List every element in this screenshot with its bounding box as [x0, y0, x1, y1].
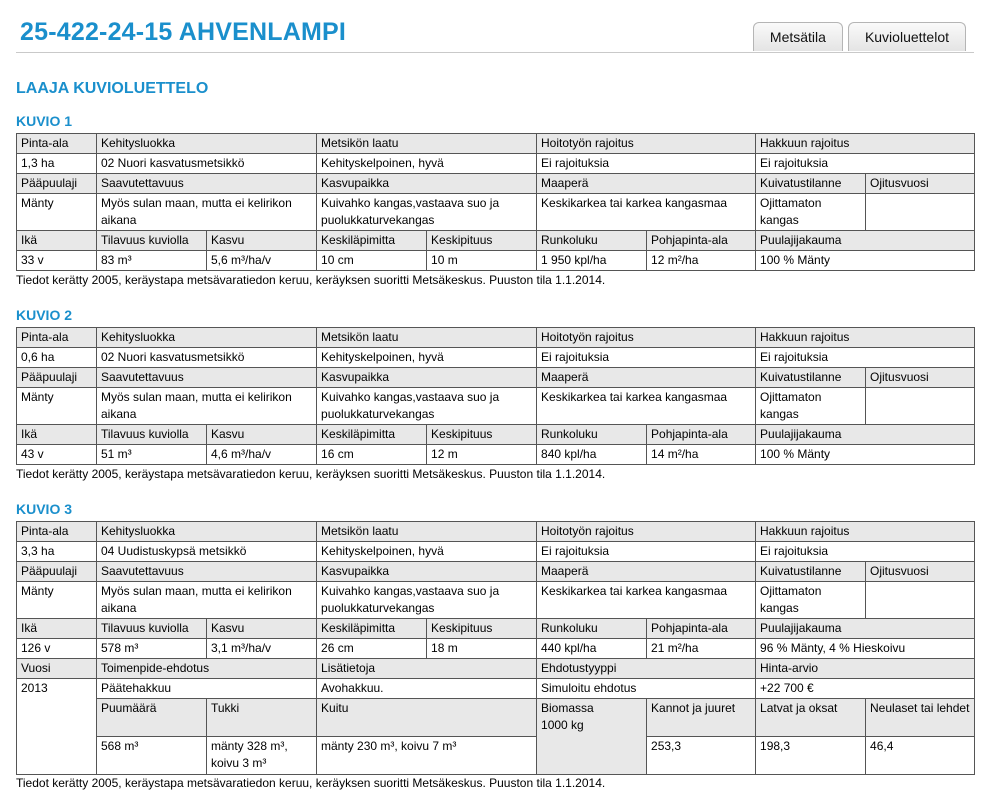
label-saavutettavuus: Saavutettavuus [97, 368, 317, 388]
value-keskipituus: 18 m [427, 639, 537, 659]
label-kehitysluokka: Kehitysluokka [97, 328, 317, 348]
label-ojitusvuosi: Ojitusvuosi [866, 562, 975, 582]
label-tilavuus: Tilavuus kuviolla [97, 619, 207, 639]
value-hinta-arvio: +22 700 € [756, 679, 975, 699]
value-maapera: Keskikarkea tai karkea kangasmaa [537, 582, 756, 619]
label-runkoluku: Runkoluku [537, 619, 647, 639]
value-kasvupaikka: Kuivahko kangas,vastaava suo ja puolukkaturvekangas [317, 582, 537, 619]
kuvio-1-note: Tiedot kerätty 2005, keräystapa metsävaratiedon keruu, keräyksen suoritti Metsäkeskus. Puuston tila 1.1.2014. [16, 273, 606, 287]
value-tukki: mänty 328 m³, koivu 3 m³ [207, 737, 317, 775]
value-runkoluku: 840 kpl/ha [537, 445, 647, 465]
label-kasvupaikka: Kasvupaikka [317, 368, 537, 388]
value-paapuulaji: Mänty [17, 582, 97, 619]
value-puulajijakauma: 96 % Mänty, 4 % Hieskoivu [756, 639, 975, 659]
value-kehitysluokka: 02 Nuori kasvatusmetsikkö [97, 348, 317, 368]
label-saavutettavuus: Saavutettavuus [97, 174, 317, 194]
label-hinta-arvio: Hinta-arvio [756, 659, 975, 679]
tab-bar [753, 22, 966, 51]
label-kehitysluokka: Kehitysluokka [97, 522, 317, 542]
value-tilavuus: 83 m³ [97, 251, 207, 271]
label-keskilapimitta: Keskiläpimitta [317, 619, 427, 639]
value-pinta-ala: 1,3 ha [17, 154, 97, 174]
label-hoitotyon-rajoitus: Hoitotyön rajoitus [537, 328, 756, 348]
page-header [16, 0, 974, 53]
value-kuivatustilanne: Ojittamaton kangas [756, 194, 866, 231]
value-lisatietoja: Avohakkuu. [317, 679, 537, 699]
label-kehitysluokka: Kehitysluokka [97, 134, 317, 154]
value-metsikon-laatu: Kehityskelpoinen, hyvä [317, 348, 537, 368]
label-pinta-ala: Pinta-ala [17, 522, 97, 542]
value-kasvu: 5,6 m³/ha/v [207, 251, 317, 271]
label-puumaara: Puumäärä [97, 699, 207, 737]
value-pinta-ala: 0,6 ha [17, 348, 97, 368]
value-puulajijakauma: 100 % Mänty [756, 251, 975, 271]
value-pohjapinta-ala: 14 m²/ha [647, 445, 756, 465]
label-pohjapinta-ala: Pohjapinta-ala [647, 231, 756, 251]
section-title: LAAJA KUVIOLUETTELO [16, 80, 209, 97]
label-kasvu: Kasvu [207, 231, 317, 251]
label-keskipituus: Keskipituus [427, 231, 537, 251]
label-metsikon-laatu: Metsikön laatu [317, 134, 537, 154]
value-kuitu: mänty 230 m³, koivu 7 m³ [317, 737, 537, 775]
value-ika: 43 v [17, 445, 97, 465]
value-ojitusvuosi [866, 582, 975, 619]
label-kasvu: Kasvu [207, 619, 317, 639]
value-kuivatustilanne: Ojittamaton kangas [756, 388, 866, 425]
value-maapera: Keskikarkea tai karkea kangasmaa [537, 194, 756, 231]
label-metsikon-laatu: Metsikön laatu [317, 522, 537, 542]
value-paapuulaji: Mänty [17, 194, 97, 231]
value-keskipituus: 12 m [427, 445, 537, 465]
value-kasvu: 3,1 m³/ha/v [207, 639, 317, 659]
label-puulajijakauma: Puulajijakauma [756, 619, 975, 639]
value-neulaset-tai-lehdet: 46,4 [866, 737, 975, 775]
label-biomassa-title: Biomassa [541, 701, 594, 715]
value-tilavuus: 51 m³ [97, 445, 207, 465]
kuvio-2-table [16, 327, 975, 465]
value-latvat-ja-oksat: 198,3 [756, 737, 866, 775]
label-keskilapimitta: Keskiläpimitta [317, 425, 427, 445]
label-kasvu: Kasvu [207, 425, 317, 445]
value-ojitusvuosi [866, 194, 975, 231]
label-keskipituus: Keskipituus [427, 425, 537, 445]
value-hakkuun-rajoitus: Ei rajoituksia [756, 542, 975, 562]
label-vuosi: Vuosi [17, 659, 97, 679]
label-kannot-ja-juuret: Kannot ja juuret [647, 699, 756, 737]
value-puumaara: 568 m³ [97, 737, 207, 775]
value-tilavuus: 578 m³ [97, 639, 207, 659]
label-maapera: Maaperä [537, 174, 756, 194]
tab-metsatila[interactable]: Metsätila [753, 22, 843, 51]
label-hakkuun-rajoitus: Hakkuun rajoitus [756, 328, 975, 348]
label-tukki: Tukki [207, 699, 317, 737]
label-ika: Ikä [17, 425, 97, 445]
value-kasvupaikka: Kuivahko kangas,vastaava suo ja puolukkaturvekangas [317, 194, 537, 231]
label-maapera: Maaperä [537, 562, 756, 582]
value-hoitotyon-rajoitus: Ei rajoituksia [537, 348, 756, 368]
label-kuivatustilanne: Kuivatustilanne [756, 368, 866, 388]
label-ojitusvuosi: Ojitusvuosi [866, 368, 975, 388]
label-latvat-ja-oksat: Latvat ja oksat [756, 699, 866, 737]
value-saavutettavuus: Myös sulan maan, mutta ei kelirikon aikana [97, 582, 317, 619]
value-hoitotyon-rajoitus: Ei rajoituksia [537, 154, 756, 174]
label-saavutettavuus: Saavutettavuus [97, 562, 317, 582]
kuvio-3-title: KUVIO 3 [16, 501, 73, 517]
label-ika: Ikä [17, 231, 97, 251]
label-keskilapimitta: Keskiläpimitta [317, 231, 427, 251]
value-pinta-ala: 3,3 ha [17, 542, 97, 562]
kuvio-3-table [16, 521, 975, 775]
value-metsikon-laatu: Kehityskelpoinen, hyvä [317, 542, 537, 562]
label-biomassa [537, 699, 647, 775]
label-pinta-ala: Pinta-ala [17, 328, 97, 348]
value-hakkuun-rajoitus: Ei rajoituksia [756, 348, 975, 368]
value-kasvupaikka: Kuivahko kangas,vastaava suo ja puolukkaturvekangas [317, 388, 537, 425]
label-hoitotyon-rajoitus: Hoitotyön rajoitus [537, 522, 756, 542]
value-vuosi: 2013 [17, 679, 97, 775]
value-hakkuun-rajoitus: Ei rajoituksia [756, 154, 975, 174]
value-ika: 126 v [17, 639, 97, 659]
value-pohjapinta-ala: 12 m²/ha [647, 251, 756, 271]
page-title: 25-422-24-15 AHVENLAMPI [20, 18, 347, 46]
label-runkoluku: Runkoluku [537, 425, 647, 445]
value-kasvu: 4,6 m³/ha/v [207, 445, 317, 465]
tab-kuvioluettelot[interactable]: Kuvioluettelot [848, 22, 966, 51]
value-keskilapimitta: 26 cm [317, 639, 427, 659]
kuvio-3-note: Tiedot kerätty 2005, keräystapa metsävaratiedon keruu, keräyksen suoritti Metsäkeskus. Puuston tila 1.1.2014. [16, 776, 606, 790]
label-hoitotyon-rajoitus: Hoitotyön rajoitus [537, 134, 756, 154]
value-saavutettavuus: Myös sulan maan, mutta ei kelirikon aikana [97, 194, 317, 231]
value-hoitotyon-rajoitus: Ei rajoituksia [537, 542, 756, 562]
label-pinta-ala: Pinta-ala [17, 134, 97, 154]
value-ojitusvuosi [866, 388, 975, 425]
value-kannot-ja-juuret: 253,3 [647, 737, 756, 775]
label-biomassa-unit: 1000 kg [541, 718, 584, 732]
value-ehdotustyyppi: Simuloitu ehdotus [537, 679, 756, 699]
label-keskipituus: Keskipituus [427, 619, 537, 639]
value-keskilapimitta: 16 cm [317, 445, 427, 465]
label-toimenpide-ehdotus: Toimenpide-ehdotus [97, 659, 317, 679]
value-metsikon-laatu: Kehityskelpoinen, hyvä [317, 154, 537, 174]
label-ehdotustyyppi: Ehdotustyyppi [537, 659, 756, 679]
value-kehitysluokka: 04 Uudistuskypsä metsikkö [97, 542, 317, 562]
label-paapuulaji: Pääpuulaji [17, 368, 97, 388]
label-maapera: Maaperä [537, 368, 756, 388]
kuvio-2-note: Tiedot kerätty 2005, keräystapa metsävaratiedon keruu, keräyksen suoritti Metsäkeskus. Puuston tila 1.1.2014. [16, 467, 606, 481]
label-kasvupaikka: Kasvupaikka [317, 562, 537, 582]
label-paapuulaji: Pääpuulaji [17, 174, 97, 194]
label-runkoluku: Runkoluku [537, 231, 647, 251]
label-neulaset-tai-lehdet: Neulaset tai lehdet [866, 699, 975, 737]
value-kuivatustilanne: Ojittamaton kangas [756, 582, 866, 619]
label-hakkuun-rajoitus: Hakkuun rajoitus [756, 134, 975, 154]
label-pohjapinta-ala: Pohjapinta-ala [647, 425, 756, 445]
label-hakkuun-rajoitus: Hakkuun rajoitus [756, 522, 975, 542]
label-paapuulaji: Pääpuulaji [17, 562, 97, 582]
value-toimenpide-ehdotus: Päätehakkuu [97, 679, 317, 699]
value-runkoluku: 1 950 kpl/ha [537, 251, 647, 271]
value-puulajijakauma: 100 % Mänty [756, 445, 975, 465]
label-tilavuus: Tilavuus kuviolla [97, 425, 207, 445]
kuvio-1-title: KUVIO 1 [16, 113, 73, 129]
value-saavutettavuus: Myös sulan maan, mutta ei kelirikon aikana [97, 388, 317, 425]
label-metsikon-laatu: Metsikön laatu [317, 328, 537, 348]
label-ika: Ikä [17, 619, 97, 639]
value-pohjapinta-ala: 21 m²/ha [647, 639, 756, 659]
value-kehitysluokka: 02 Nuori kasvatusmetsikkö [97, 154, 317, 174]
label-puulajijakauma: Puulajijakauma [756, 231, 975, 251]
label-kuivatustilanne: Kuivatustilanne [756, 174, 866, 194]
label-puulajijakauma: Puulajijakauma [756, 425, 975, 445]
value-ika: 33 v [17, 251, 97, 271]
label-tilavuus: Tilavuus kuviolla [97, 231, 207, 251]
value-runkoluku: 440 kpl/ha [537, 639, 647, 659]
label-kuivatustilanne: Kuivatustilanne [756, 562, 866, 582]
value-keskipituus: 10 m [427, 251, 537, 271]
label-pohjapinta-ala: Pohjapinta-ala [647, 619, 756, 639]
label-kasvupaikka: Kasvupaikka [317, 174, 537, 194]
kuvio-2-title: KUVIO 2 [16, 307, 73, 323]
value-maapera: Keskikarkea tai karkea kangasmaa [537, 388, 756, 425]
kuvio-1-table [16, 133, 975, 271]
label-ojitusvuosi: Ojitusvuosi [866, 174, 975, 194]
label-lisatietoja: Lisätietoja [317, 659, 537, 679]
value-paapuulaji: Mänty [17, 388, 97, 425]
value-keskilapimitta: 10 cm [317, 251, 427, 271]
label-kuitu: Kuitu [317, 699, 537, 737]
